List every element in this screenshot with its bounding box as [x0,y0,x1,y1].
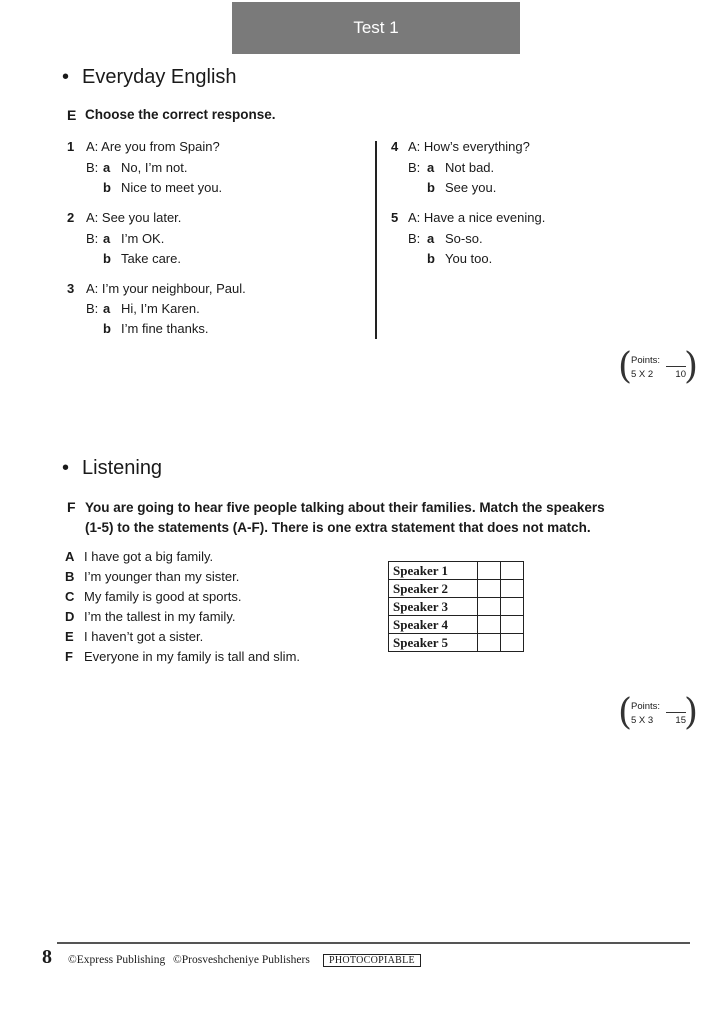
section-heading-everyday-english [62,66,237,89]
option-letter: a [103,231,111,246]
points-total: 15 [675,715,686,726]
option-letter: a [103,301,111,316]
statement-text: I’m younger than my sister. [84,569,240,584]
option-text: So-so. [445,231,483,246]
points-label: Points: [631,355,661,366]
answer-cell[interactable] [478,562,501,580]
option-letter: b [103,321,111,336]
column-divider [375,141,377,339]
points-formula: 5 X 3 [631,715,654,726]
speaker-label: Speaker 5 [389,634,478,652]
statement-text: I haven’t got a sister. [84,629,204,644]
speakers-answer-table [388,561,524,652]
paren-left: ( [618,346,633,387]
question-line: A: See you later. [86,210,182,225]
option-text: Take care. [121,251,181,266]
option-letter: a [427,160,435,175]
option-text: Not bad. [445,160,495,175]
speaker-label: Speaker 1 [389,562,478,580]
option-letter: b [427,180,435,195]
option-text: See you. [445,180,497,195]
option-text: No, I’m not. [121,160,188,175]
answer-cell[interactable] [501,616,524,634]
statement-letter: E [65,629,74,644]
option-text: You too. [445,251,493,266]
item-number: 4 [391,139,399,154]
test-title-bar [232,2,520,54]
answer-cell[interactable] [501,598,524,616]
footer-rule [57,942,690,944]
exercise-letter: E [67,107,77,123]
statement-letter: A [65,549,75,564]
photocopiable-badge: PHOTOCOPIABLE [323,954,421,967]
section-heading-text: Everyday English [82,66,237,88]
exercise-instruction: Choose the correct response. [85,107,276,122]
item-number: 3 [67,281,75,296]
question-line: A: How’s everything? [408,139,530,154]
exercise-letter: F [67,499,76,515]
answer-label: B: [86,160,99,175]
paren-right: ) [683,346,698,387]
option-text: Nice to meet you. [121,180,223,195]
answer-label: B: [86,301,99,316]
answer-cell[interactable] [501,562,524,580]
table-row [389,634,524,652]
statement-letter: B [65,569,75,584]
publisher-credit: ©Prosveshcheniye Publishers [173,954,310,966]
table-row [389,580,524,598]
table-row [389,562,524,580]
answer-label: B: [408,160,421,175]
bullet-icon: • [62,66,70,88]
item-number: 1 [67,139,75,154]
option-letter: b [427,251,435,266]
statement-text: Everyone in my family is tall and slim. [84,649,301,664]
option-text: Hi, I’m Karen. [121,301,200,316]
question-line: A: Have a nice evening. [408,210,546,225]
speaker-label: Speaker 3 [389,598,478,616]
points-label: Points: [631,701,661,712]
answer-cell[interactable] [501,634,524,652]
statement-text: I’m the tallest in my family. [84,609,236,624]
paren-right: ) [683,692,698,733]
instruction-line: (1-5) to the statements (A-F). There is one extra statement that does not match. [85,520,591,535]
points-box-e [618,346,698,390]
table-row [389,598,524,616]
option-text: I’m fine thanks. [121,321,209,336]
item-number: 2 [67,210,75,225]
answer-cell[interactable] [478,580,501,598]
instruction-line: You are going to hear five people talking about their families. Match the speakers [85,500,605,515]
question-line: A: Are you from Spain? [86,139,220,154]
question-line: A: I’m your neighbour, Paul. [86,281,246,296]
statement-letter: F [65,649,73,664]
option-text: I’m OK. [121,231,165,246]
publisher-credit: ©Express Publishing [68,954,166,966]
statement-letter: C [65,589,75,604]
statement-text: I have got a big family. [84,549,214,564]
answer-cell[interactable] [478,616,501,634]
section-heading-listening [62,457,162,480]
statement-text: My family is good at sports. [84,589,242,604]
exercise-instruction [85,498,605,538]
answer-label: B: [86,231,99,246]
points-box-f [618,692,698,736]
table-row [389,616,524,634]
option-letter: b [103,180,111,195]
section-heading-text: Listening [82,457,163,479]
item-number: 5 [391,210,399,225]
speaker-label: Speaker 4 [389,616,478,634]
option-letter: b [103,251,111,266]
answer-cell[interactable] [501,580,524,598]
page-number: 8 [42,946,52,968]
paren-left: ( [618,692,633,733]
option-letter: a [103,160,111,175]
option-letter: a [427,231,435,246]
test-title: Test 1 [353,18,399,37]
statement-letter: D [65,609,75,624]
points-formula: 5 X 2 [631,369,654,380]
speaker-label: Speaker 2 [389,580,478,598]
answer-cell[interactable] [478,634,501,652]
bullet-icon: • [62,457,70,479]
answer-cell[interactable] [478,598,501,616]
points-total: 10 [675,369,686,380]
answer-label: B: [408,231,421,246]
